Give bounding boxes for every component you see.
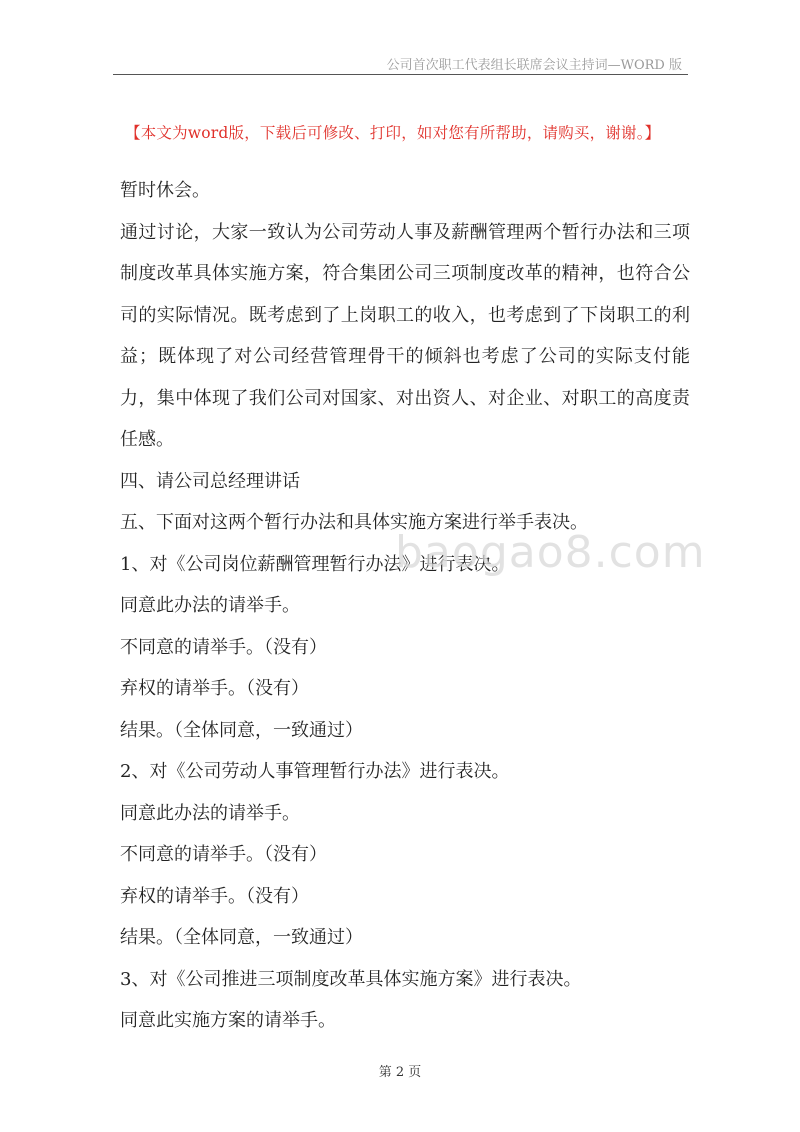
paragraph: 暂时休会。 (120, 180, 210, 201)
header-title: 公司首次职工代表组长联席会议主持词—WORD 版 (386, 58, 682, 73)
paragraph: 同意此办法的请举手。 (120, 595, 300, 616)
paragraph: 通过讨论，大家一致认为公司劳动人事及薪酬管理两个暂行办法和三项制度改革具体实施方案，符合集团公司三项制度改革的精神，也符合公司的实际情况。既考虑到了上岗职工的收入，也考虑到了下岗职工的利益；既体现了对公司经营管理骨干的倾斜也考虑了公司的实际支付能力，集中体现了我们公司对国家、对出资人、对企业、对职工的高度责任感。 (120, 221, 690, 450)
page-number: 第 2 页 (378, 1065, 422, 1080)
download-notice: 【本文为word版，下载后可修改、打印，如对您有所帮助，请购买，谢谢。】 (125, 124, 661, 142)
paragraph: 不同意的请举手。（没有） (120, 844, 327, 865)
watermark: baogao8.com (395, 527, 706, 578)
paragraph: 四、请公司总经理讲话 (120, 470, 300, 492)
header-divider (113, 74, 688, 75)
document-body (120, 170, 690, 1042)
paragraph: 3、对《公司推进三项制度改革具体实施方案》进行表决。 (120, 968, 582, 990)
paragraph: 弃权的请举手。（没有） (120, 678, 309, 699)
paragraph: 五、下面对这两个暂行办法和具体实施方案进行举手表决。 (120, 512, 588, 533)
paragraph: 结果。（全体同意，一致通过） (120, 927, 363, 948)
paragraph: 结果。（全体同意，一致通过） (120, 719, 363, 741)
paragraph: 同意此实施方案的请举手。 (120, 1010, 336, 1031)
paragraph: 1、对《公司岗位薪酬管理暂行办法》进行表决。 (120, 553, 510, 575)
paragraph: 不同意的请举手。（没有） (120, 636, 327, 658)
paragraph: 弃权的请举手。（没有） (120, 885, 309, 907)
paragraph: 2、对《公司劳动人事管理暂行办法》进行表决。 (120, 761, 510, 782)
paragraph: 同意此办法的请举手。 (120, 802, 300, 824)
